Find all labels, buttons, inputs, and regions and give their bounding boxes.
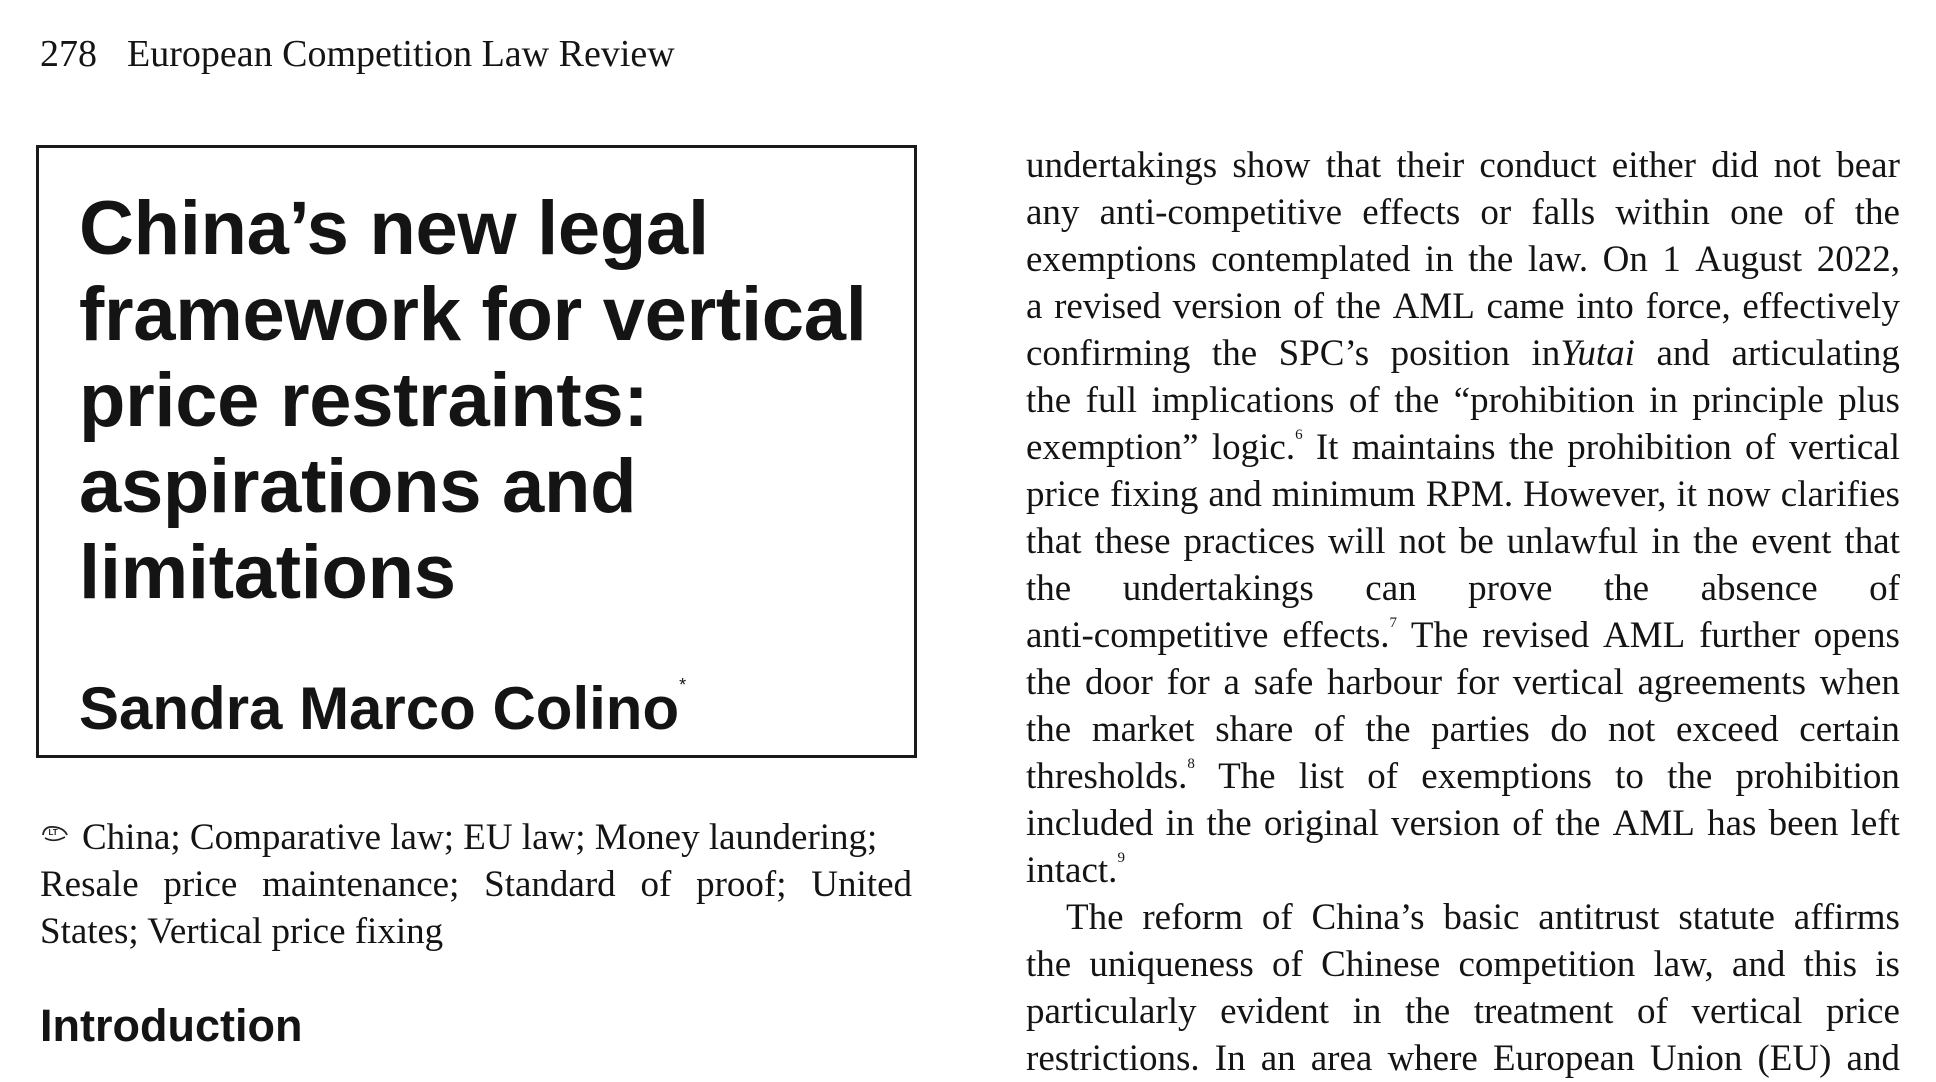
keyword-word: maintenance; <box>262 864 460 905</box>
journal-name: European Competition Law Review <box>127 33 675 75</box>
body-word: unlawful <box>1506 521 1639 562</box>
body-word: principle <box>1692 380 1824 421</box>
body-word: can <box>1365 568 1417 609</box>
body-text-line <box>1026 847 1900 894</box>
body-word: competition <box>1458 944 1636 985</box>
body-text-line <box>1026 659 1900 706</box>
body-word: either <box>1611 145 1696 186</box>
body-word: SPC’s <box>1278 333 1370 374</box>
article-title-line: limitations <box>79 530 456 615</box>
body-text-line <box>1026 518 1900 565</box>
keywords-line <box>40 861 912 908</box>
body-text-line <box>1026 189 1900 236</box>
body-word: logic.$^6$ <box>1211 427 1303 468</box>
body-word: reform <box>1142 897 1244 938</box>
keywords-line <box>40 808 912 861</box>
body-word: falls <box>1531 192 1596 233</box>
keyword-word: of <box>640 864 672 905</box>
body-word: price <box>1825 991 1900 1032</box>
body-word: this <box>1803 944 1858 985</box>
body-word: absence <box>1700 568 1818 609</box>
body-word: The <box>1410 615 1469 656</box>
running-head <box>40 30 675 78</box>
body-word: contemplated <box>1211 239 1411 280</box>
body-word: in <box>1424 239 1454 280</box>
body-word: an <box>1260 1038 1296 1079</box>
footnote-reference[interactable]: 8 <box>1187 756 1195 772</box>
body-word: “prohibition <box>1453 380 1635 421</box>
body-word: has <box>1707 803 1757 844</box>
body-word: in <box>1651 521 1681 562</box>
body-word: inYutai <box>1531 333 1635 374</box>
body-word: where <box>1387 1038 1478 1079</box>
body-word: the <box>1211 333 1258 374</box>
body-word: the <box>1206 803 1252 844</box>
body-word: price <box>1026 474 1100 515</box>
article-title-box <box>36 145 917 758</box>
body-word: the <box>1468 239 1514 280</box>
body-word: 2022, <box>1816 239 1900 280</box>
body-text-line <box>1026 894 1900 941</box>
body-word: show <box>1232 145 1311 186</box>
body-word: within <box>1615 192 1710 233</box>
body-word: of <box>1348 380 1380 421</box>
body-word: antitrust <box>1538 897 1660 938</box>
body-text-line <box>1026 941 1900 988</box>
keyword-word: price <box>163 864 238 905</box>
article-title <box>79 186 874 616</box>
body-word: certain <box>1799 709 1900 750</box>
body-word: In <box>1214 1038 1246 1079</box>
body-word: the <box>1404 991 1451 1032</box>
body-word: of <box>1272 944 1303 985</box>
body-word: vertical <box>1512 662 1624 703</box>
body-word: August <box>1695 239 1803 280</box>
body-word: the <box>1394 380 1440 421</box>
body-word: prohibition <box>1567 427 1732 468</box>
body-word: vertical <box>1691 991 1803 1032</box>
article-title-line: aspirations and <box>79 444 637 529</box>
body-word: AML <box>1392 286 1475 327</box>
body-word: of <box>1744 427 1776 468</box>
keyword-word: Standard <box>484 864 616 905</box>
body-word: thresholds.$^8$ <box>1026 756 1195 797</box>
body-text-line <box>1026 988 1900 1035</box>
author-name: Sandra Marco Colino <box>79 675 680 742</box>
body-word: version <box>1172 286 1282 327</box>
body-word: (EU) <box>1757 1038 1832 1079</box>
body-text-line <box>1026 377 1900 424</box>
body-word: and <box>1656 333 1710 374</box>
body-word: that <box>1325 145 1382 186</box>
body-word: any <box>1026 192 1080 233</box>
body-word: original <box>1263 803 1379 844</box>
body-word: effects <box>1362 192 1461 233</box>
body-word: treatment <box>1473 991 1614 1032</box>
body-word: parties <box>1431 709 1530 750</box>
legal-taxonomy-icon <box>40 808 70 855</box>
body-word: law, <box>1653 944 1714 985</box>
body-word: Chinese <box>1321 944 1441 985</box>
page-number: 278 <box>40 33 97 75</box>
keywords-line: States; Vertical price fixing <box>40 911 444 952</box>
body-word: the <box>1335 286 1381 327</box>
article-title-line: framework for vertical <box>79 272 867 357</box>
body-word: conduct <box>1479 145 1597 186</box>
body-word: the <box>1854 192 1900 233</box>
body-text-line <box>1026 424 1900 471</box>
body-word: or <box>1480 192 1512 233</box>
body-word: vertical <box>1789 427 1900 468</box>
body-word: that <box>1026 521 1082 562</box>
body-word: came <box>1486 286 1565 327</box>
body-word: event <box>1751 521 1832 562</box>
body-word: of <box>1512 803 1544 844</box>
body-word: intact.$^9$ <box>1026 850 1125 891</box>
body-word: of <box>1313 709 1345 750</box>
body-word: now <box>1707 474 1771 515</box>
body-word: anti-competitive <box>1099 192 1343 233</box>
body-word: particularly <box>1026 991 1197 1032</box>
body-word: full <box>1085 380 1138 421</box>
case-name: Yutai <box>1560 333 1635 374</box>
body-word: opens <box>1813 615 1900 656</box>
body-word: one <box>1730 192 1784 233</box>
body-word: exemptions <box>1421 756 1592 797</box>
body-word: the <box>1026 568 1072 609</box>
body-word: effects.$^7$ <box>1282 615 1398 656</box>
body-word: in <box>1165 803 1195 844</box>
body-word: of <box>1637 991 1668 1032</box>
body-word: implications <box>1151 380 1335 421</box>
body-word: that <box>1844 521 1900 562</box>
body-text-line <box>1026 236 1900 283</box>
body-word: for <box>1166 662 1210 703</box>
body-word: The <box>1218 756 1276 797</box>
body-word: exemption” <box>1026 427 1199 468</box>
body-word: of <box>1367 756 1399 797</box>
body-word: did <box>1711 145 1759 186</box>
body-word: uniqueness <box>1089 944 1254 985</box>
body-word: version <box>1391 803 1501 844</box>
body-word: the <box>1026 944 1072 985</box>
body-word: list <box>1298 756 1345 797</box>
body-word: when <box>1819 662 1900 703</box>
body-word: and <box>1846 1038 1900 1079</box>
body-word: is <box>1875 944 1900 985</box>
body-word: 1 <box>1662 239 1681 280</box>
body-word: of <box>1261 897 1293 938</box>
body-text-line <box>1026 283 1900 330</box>
body-word: AML <box>1602 615 1686 656</box>
body-word: left <box>1850 803 1900 844</box>
body-word: into <box>1576 286 1634 327</box>
body-word: basic <box>1443 897 1520 938</box>
body-word: of <box>1293 286 1325 327</box>
body-word: Union <box>1649 1038 1743 1079</box>
author-footnote-marker[interactable]: * <box>679 675 687 695</box>
body-word: for <box>1455 662 1500 703</box>
body-word: these <box>1094 521 1171 562</box>
body-word: of <box>1803 192 1835 233</box>
body-word: do <box>1550 709 1588 750</box>
body-word: European <box>1492 1038 1635 1079</box>
article-title-line: China’s new legal <box>79 186 709 271</box>
body-word: included <box>1026 803 1154 844</box>
section-heading: Introduction <box>40 1000 303 1051</box>
body-text-line <box>1026 330 1900 377</box>
body-word: area <box>1310 1038 1373 1079</box>
body-word: and <box>1731 944 1786 985</box>
body-word: not <box>1773 145 1821 186</box>
body-word: undertakings <box>1026 145 1218 186</box>
body-word: plus <box>1838 380 1900 421</box>
body-word: revised <box>1054 286 1161 327</box>
svg-text:LT: LT <box>48 828 58 837</box>
body-word: It <box>1315 427 1339 468</box>
body-word: confirming <box>1026 333 1191 374</box>
body-word: in <box>1352 991 1382 1032</box>
body-word: On <box>1602 239 1648 280</box>
body-word: restrictions. <box>1026 1038 1200 1079</box>
body-text-line <box>1026 612 1900 659</box>
body-word: further <box>1699 615 1800 656</box>
body-word: and <box>1208 474 1262 515</box>
body-word: AML <box>1612 803 1695 844</box>
body-word: the <box>1026 662 1072 703</box>
body-word: articulating <box>1731 333 1900 374</box>
body-word: been <box>1768 803 1839 844</box>
body-word: effectively <box>1742 286 1900 327</box>
body-word: anti-competitive <box>1026 615 1269 656</box>
body-word: the <box>1693 521 1739 562</box>
body-word: statute <box>1678 897 1775 938</box>
body-text-line <box>1026 1035 1900 1082</box>
body-word: prove <box>1468 568 1553 609</box>
body-word: position <box>1390 333 1510 374</box>
body-word: prohibition <box>1735 756 1900 797</box>
body-word: revised <box>1482 615 1590 656</box>
body-word: safe <box>1253 662 1314 703</box>
body-word: practices <box>1183 521 1315 562</box>
body-text-line <box>1026 706 1900 753</box>
body-word: the <box>1026 380 1072 421</box>
keyword-word: Resale <box>40 864 139 905</box>
body-word: China’s <box>1311 897 1425 938</box>
body-word: door <box>1084 662 1153 703</box>
body-word: evident <box>1220 991 1330 1032</box>
body-word: in <box>1649 380 1678 421</box>
body-text-line <box>1026 753 1900 800</box>
body-word: law. <box>1527 239 1589 280</box>
body-word: not <box>1398 521 1446 562</box>
body-word: harbour <box>1327 662 1443 703</box>
body-word: affirms <box>1793 897 1900 938</box>
body-word: share <box>1215 709 1294 750</box>
body-word: maintains <box>1351 427 1496 468</box>
body-word: not <box>1608 709 1656 750</box>
body-word: of <box>1869 568 1900 609</box>
body-text-line <box>1026 565 1900 612</box>
keyword-word: United <box>811 864 912 905</box>
body-text-column <box>1026 142 1900 1082</box>
body-word: the <box>1667 756 1713 797</box>
body-word: be <box>1458 521 1494 562</box>
body-word: the <box>1508 427 1555 468</box>
body-text-line <box>1026 471 1900 518</box>
body-word: clarifies <box>1780 474 1900 515</box>
body-word: bear <box>1836 145 1900 186</box>
body-word: agreements <box>1637 662 1806 703</box>
footnote-reference[interactable]: 6 <box>1295 427 1303 443</box>
body-text-line <box>1026 142 1900 189</box>
body-word: a <box>1026 286 1043 327</box>
body-word: undertakings <box>1122 568 1314 609</box>
body-word: The <box>1066 897 1124 938</box>
body-word: will <box>1328 521 1386 562</box>
body-text-line <box>1026 800 1900 847</box>
body-word: the <box>1555 803 1601 844</box>
keyword-word: proof; <box>696 864 787 905</box>
body-word: it <box>1676 474 1698 515</box>
body-word: the <box>1365 709 1411 750</box>
body-word: the <box>1603 568 1650 609</box>
body-word: their <box>1396 145 1465 186</box>
body-word: exceed <box>1675 709 1779 750</box>
body-word: However, <box>1523 474 1667 515</box>
body-word: fixing <box>1109 474 1199 515</box>
footnote-reference[interactable]: 9 <box>1117 850 1125 866</box>
keywords-text: China; Comparative law; EU law; Money laundering; <box>82 817 878 858</box>
body-word: minimum <box>1271 474 1416 515</box>
keywords <box>40 808 912 955</box>
body-word: exemptions <box>1026 239 1197 280</box>
body-word: the <box>1026 709 1072 750</box>
body-word: to <box>1615 756 1644 797</box>
body-word: a <box>1223 662 1240 703</box>
body-word: RPM. <box>1425 474 1514 515</box>
body-word: force, <box>1645 286 1731 327</box>
article-title-line: price restraints: <box>79 358 649 443</box>
article-author <box>79 650 874 744</box>
footnote-reference[interactable]: 7 <box>1389 615 1398 631</box>
body-word: market <box>1091 709 1195 750</box>
